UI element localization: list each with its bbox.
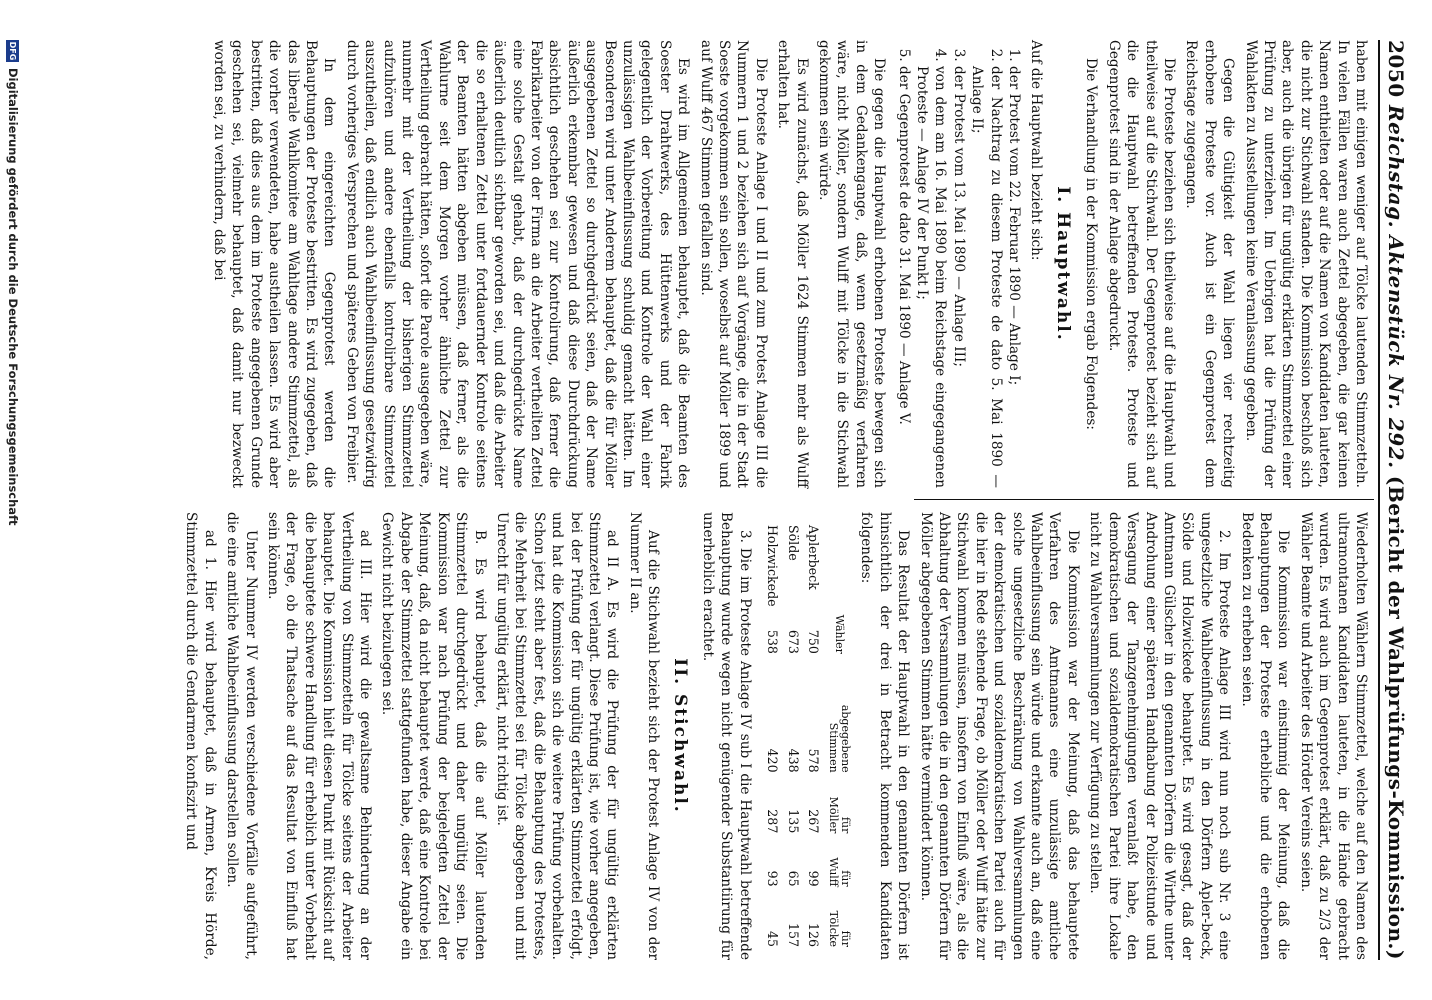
paragraph: haben mit einigen weniger auf Tölcke lautenden Stimmzetteln. In vielen Fällen waren auch Zettel abgegeben, die gar keinen Namen enthielten oder auf die Namen von Kandidaten lauteten, die nicht zur Stichwahl standen. Die Kommission beschloß sich aber, auch die übrigen für ungültig erklärten Stimmzettel einer Prüfung zu unterziehen. Im Uebrigen hat die Prüfung der Wahlakten zu Ausstellungen keine Veranlassung gegeben. <box>1242 40 1369 488</box>
table-cell: 93 <box>765 870 781 887</box>
page-title: Reichstag. Aktenstück Nr. 292. <box>1384 104 1408 469</box>
paragraph: Auf die Hauptwahl bezieht sich: <box>1028 40 1045 261</box>
table-cell: 750 <box>806 629 822 654</box>
table-row <box>782 521 802 951</box>
paragraph: ad 1. Hier wird behauptet, daß in Armen, Kreis Hörde, Stimmzettel durch die Gendarmen konfiszirt und <box>183 512 218 960</box>
paragraph: Auf die Stichwahl bezieht sich der Protest Anlage IV von der Nummer II an. <box>626 512 662 960</box>
table-cell: Holzwickede <box>765 524 781 607</box>
table-cell: 420 <box>765 748 781 773</box>
page-header <box>1384 40 1418 960</box>
paragraph: Die Proteste Anlage I und II und zum Protest Anlage III die Nummern 1 und 2 beziehen sich auf Vorgänge, die in der Stadt Soeste vorgekommen sein sollen, woselbst auf Möller 1899 und auf Wulff 467 Stimmen gefallen sind. <box>697 40 769 488</box>
paragraph: Die gegen die Hauptwahl erhobenen Proteste bewegen sich in dem Gedankengange, daß, wenn gesetzmäßig verfahren wäre, nicht Möller, sondern Wulff mit Tölcke in die Stichwahl gekommen sein würde. <box>816 40 888 488</box>
paragraph: ad II A. Es wird die Prüfung der für ungültig erklärten Stimmzettel verlangt. Diese Prüfung ist, wie vorher angegeben, bei der Prüfung der für ungültig erklärten Stimmzettel erfolgt, und hat die Kommission sich die weitere Prüfung vorbehalten. Schon jetzt steht aber fest, daß die Behauptung des Protestes, die Mehrheit bei Stimmzettel sei für Tölcke abgegeben und mit Unrecht für ungültig erklärt, nicht richtig ist. <box>493 512 621 960</box>
list-item: 2. der Nachtrag zu diesem Proteste de dato 5. Mai 1890 — Anlage II; <box>968 66 1005 488</box>
digitization-credit <box>6 40 20 526</box>
paragraph: Die Verhandlung in der Kommission ergab Folgendes: <box>1083 58 1100 430</box>
paragraph: 2. Im Proteste Anlage III wird nun noch sub Nr. 3 eine ungesetzliche Wahlbeeinflussung in den Dörfern Apler-beck, Sölde und Holzwickede behauptet. Es wird gesagt, daß der Amtmann Gülscher in den genannten Dörfern die Wirthe unter Androhung einer späteren Handhabung der Polizeistunde und Versagung der Tanzgenehmigungen veranlaßt habe, den demokratischen und sozialdemokratischen Partei ihre Lokale nicht zu Wahlversammlungen zur Verfügung zu stellen. <box>1087 512 1233 960</box>
paragraph: Unter Nummer IV werden verschiedene Vorfälle aufgeführt, die eine amtliche Wahlbeeinflussung darstellen sollen. <box>224 512 259 960</box>
paragraph: ad III. Hier wird die gewaltsame Behinderung an der Vertheilung von Stimmzetteln für Tölcke seitens der Arbeiter behauptet. Die Kommission hielt diesen Punkt mit Rücksicht auf die behauptete schwere Handlung für erheblich unter Vorbehalt der Frage, ob die Thatsache auf das Resultat von Einfluß hat sein können. <box>265 512 374 960</box>
table-row <box>803 521 823 951</box>
table-cell: 578 <box>806 748 822 773</box>
table-cell: 99 <box>806 870 822 887</box>
table-cell: 673 <box>785 629 801 654</box>
paragraph: 3. Die im Proteste Anlage IV sub I die Hauptwahl betreffende Behauptung wurde wegen nicht genügender Substantiirung für unerheblich erachtet. <box>700 512 753 960</box>
paragraph: Es wird zunächst, daß Möller 1624 Stimmen mehr als Wulff erhalten hat. <box>775 40 810 488</box>
paragraph: Die Proteste beziehen sich theilweise auf die Hauptwahl und theilweise auf die Stichwahl. Der Gegenprotest bezieht sich auf die die Hauptwahl betreffenden Proteste. Proteste und Gegenprotest sind in der Anlage abgedruckt. <box>1105 40 1177 488</box>
table-header-row <box>823 521 851 951</box>
column-divider <box>914 499 1374 500</box>
dfg-logo-icon: DFG <box>8 41 18 61</box>
paragraph: In dem eingereichten Gegenprotest werden die Behauptungen der Proteste bestritten. Es wird zugegeben, daß das liberale Wahlkomitee am Wahltage andere Stimmzettel, als die vorher verwendeten, habe austheilen lassen. Es wird aber bestritten, daß dies aus dem im Proteste angegebenen Grunde geschehen sei, vielmehr behauptet, daß damit nur bezweckt worden sei, zu verhindern, daß bei <box>211 40 338 488</box>
paragraph: Gegen die Gültigkeit der Wahl liegen vier rechtzeitig erhobene Proteste vor. Auch ist ein Gegenprotest dem Reichstage zugegangen. <box>1183 40 1237 488</box>
section-title: (Bericht der Wahlprüfungs-Kommission.) <box>1384 475 1408 960</box>
page-number: 2050 <box>1384 40 1408 98</box>
votes-table <box>762 521 851 951</box>
table-header-cell: für Tölcke <box>827 910 853 948</box>
table-header-cell <box>823 521 851 611</box>
paragraph: Wiederholten Wählern Stimmzettel, welche auf den Namen des ultramontanen Kandidaten lauteten, in die Hände gebracht wurden. Es wird auch im Gegenprotest erklärt, daß zu 2/3 der Wähler Beamte und Arbeiter des Hörder Vereins seien. <box>1297 512 1369 960</box>
table-cell: 267 <box>806 809 822 834</box>
section-heading: II. Stichwahl. <box>669 658 690 814</box>
table-cell: 135 <box>785 809 801 834</box>
left-column <box>206 40 1370 488</box>
list-item: 3. der Protest vom 13. Mai 1890 — Anlage III; <box>949 66 967 488</box>
table-cell: 65 <box>785 870 801 887</box>
table-cell: 45 <box>765 931 781 948</box>
list-item: 5. der Gegenprotest de dato 31. Mai 1890 — Anlage V. <box>894 66 912 488</box>
credit-text: Digitalisierung gefördert durch die Deutsche Forschungsgemeinschaft <box>6 68 20 526</box>
table-header-cell: Wähler <box>833 614 847 654</box>
paragraph: B. Es wird behauptet, daß die auf Möller lautenden Stimmzettel durchgedrückt und daher ungültig seien. Die Kommission war nach Prüfung der beigelegten Zettel der Meinung, daß, da nicht behauptet werde, daß eine Kontrole bei Abgabe der Stimmzettel stattgefunden habe, dieser Angabe ein Gewicht nicht beizulegen sei. <box>379 512 488 960</box>
table-cell: 157 <box>785 922 801 948</box>
protest-list <box>894 40 1023 488</box>
list-item: 1. der Protest vom 22. Februar 1890 — Anlage I; <box>1005 66 1023 488</box>
table-cell: 538 <box>765 629 781 654</box>
table-row <box>762 521 782 951</box>
table-cell: 287 <box>765 809 781 834</box>
table-cell: Sölde <box>785 524 801 561</box>
table-cell: Aplerbeck <box>806 524 822 590</box>
right-column <box>178 512 1370 960</box>
section-heading: I. Hauptwahl. <box>1052 186 1073 342</box>
paragraph: Das Resultat der Hauptwahl in den genannten Dörfern ist hinsichtlich der drei in Betracht kommenden Kandidaten folgendes: <box>858 512 912 960</box>
table-header-cell: für Möller <box>827 796 853 834</box>
list-item: 4. von dem am 16. Mai 1890 beim Reichstage eingegangenen Proteste — Anlage IV der Punkt I; <box>913 66 950 488</box>
table-header-cell: abgegebene Stimmen <box>827 704 853 773</box>
paragraph: Die Kommission war einstimmig der Meinung, daß die Behauptungen der Proteste erhebliche und die erhobenen Bedenken zu erheben seien. <box>1238 512 1292 960</box>
paragraph: Die Kommission war der Meinung, daß das behauptete Verfahren des Amtmannes eine unzulässige amtliche Wahlbeeinflussung sein würde und erkannte auch an, daß eine solche ungesetzliche Beschränkung von Wahlversammlungen der demokratischen und sozialdemokratischen Partei auch für die hier in Rede stehende Frage, ob Möller oder Wulff hätte zur Stichwahl kommen müssen, insofern von Einfluß wäre, als die Abhaltung der Versammlungen die in den genannten Dörfern für Möller abgegebenen Stimmen hätte vermindert können. <box>917 512 1081 960</box>
table-cell: 438 <box>785 748 801 773</box>
paragraph: Es wird im Allgemeinen behauptet, daß die Beamten des Soester Drahtwerks, des Hüttenwerks und der Fabrik gelegentlich der Vorbereitung und Kontrole der Wahl einer unzulässigen Wahlbeeinflussung schuldig gemacht hätten. Im Besonderen wird unter Anderem behauptet, daß die für Möller ausgegebenen Zettel so durchgedrückt seien, daß der Name äußerlich erkennbar gewesen und daß diese Durchdrückung absichtlich geschehen sei zur Kontrolirung, daß ferner die Fabrikarbeiter von der Firma an die Arbeiter vertheilten Zettel eine solche Gestalt gehabt, daß der durchgedrückte Name äußerlich deutlich sichtbar geworden sei, und daß die Arbeiter die so erhaltenen Zettel unter fortdauernder Kontrole seitens der Beamten hätten abgeben müssen, daß ferner, als die Wahlurne seit dem Morgen vorher ähnliche Zettel zur Vertheilung gebracht hätten, sofort die Parole ausgegeben wäre, nunmehr mit der Vertheilung der bisherigen Stimmzettel aufzuhören und andere ebenfalls kontrolirbare Stimmzettel auszutheilen, daß endlich auch Wahlbeeinflussung gesetzwidrig durch vorheriges Versprechen und späteres Geben von Freibier. <box>343 40 692 488</box>
table-header-cell: für Wulff <box>827 857 853 887</box>
table-cell: 126 <box>806 922 822 948</box>
header-rule <box>1378 40 1380 960</box>
